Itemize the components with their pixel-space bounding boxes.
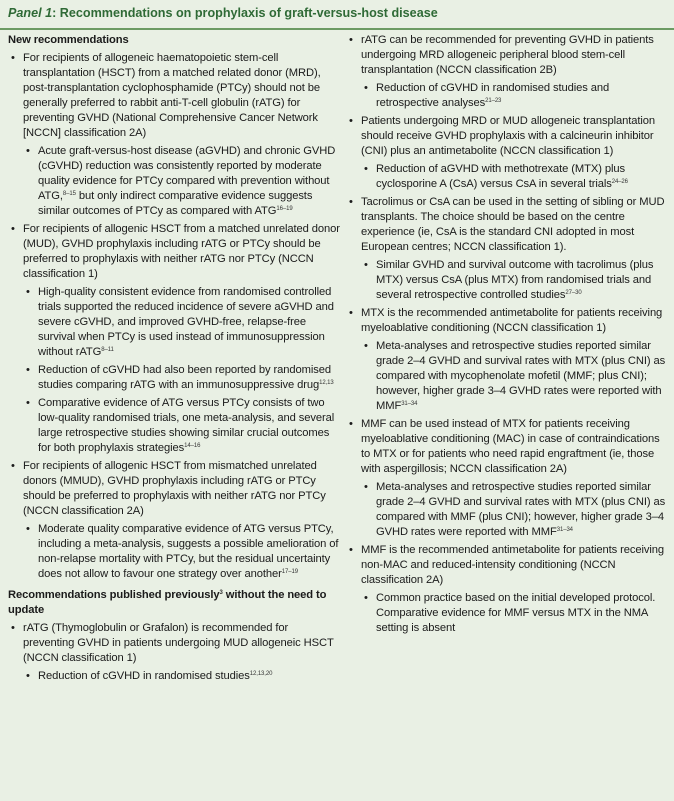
recommendation-cni-antimetabolite bbox=[346, 114, 666, 192]
evidence-text: Meta-analyses and retrospective studies reported similar grade 2–4 GVHD and survival rates with MTX (plus CNI) as compared with mycophenolate mofetil (MMF; plus CNI); however, higher grade 3–4 GVHD rates were reported with MMF bbox=[376, 340, 666, 412]
recommendation-ratg-mrd bbox=[346, 33, 666, 111]
evidence-list bbox=[23, 669, 342, 684]
evidence-item bbox=[361, 591, 666, 636]
recommendation-tacrolimus-csa bbox=[346, 195, 666, 303]
panel-title bbox=[8, 6, 666, 20]
recommendation-text: For recipients of allogenic HSCT from a matched unrelated donor (MUD), GVHD prophylaxis including rATG or PTCy should be preferred to prophylaxis with neither rATG nor PTCy (NCCN classification 1) bbox=[23, 223, 340, 280]
recommendation-mmf-non-mac bbox=[346, 543, 666, 636]
new-recommendations-heading: New recommendations bbox=[8, 34, 129, 46]
recommendation-mmf-mac bbox=[346, 417, 666, 540]
recommendation-text: For recipients of allogeneic haematopoietic stem-cell transplantation (HSCT) from a matched related donor (MRD), post-transplantation cyclophosphamide (PTCy) should not be generally preferred to rabbit anti-T-cell globulin (rATG) for preventing GVHD (National Comprehensive Cancer Network [NCCN] classification 2A) bbox=[23, 52, 321, 139]
evidence-list bbox=[361, 81, 666, 111]
recommendation-text: rATG can be recommended for preventing GVHD in patients undergoing MRD allogeneic peripheral blood stem-cell transplantation (NCCN classification 2B) bbox=[361, 34, 654, 76]
recommendation-text: MMF can be used instead of MTX for patients receiving myeloablative conditioning (MAC) in case of contraindications to MTX or for patients who need rapid engraftment (ie, those with aspergillosis; NCCN classification 2A) bbox=[361, 418, 660, 475]
evidence-item bbox=[23, 363, 342, 393]
citation: 16–19 bbox=[276, 206, 293, 212]
citation: 31–34 bbox=[401, 401, 418, 407]
evidence-list bbox=[361, 339, 666, 414]
left-column bbox=[8, 33, 342, 684]
title-rule bbox=[0, 28, 674, 30]
recommendation-text: For recipients of allogenic HSCT from mismatched unrelated donors (MMUD), GVHD prophylaxis including rATG or PTCy should be preferred to prophylaxis with neither rATG nor PTCy (NCCN classification 2A) bbox=[23, 460, 326, 517]
evidence-list bbox=[361, 480, 666, 540]
recommendation-text: MMF is the recommended antimetabolite for patients receiving non-MAC and reduced-intensity conditioning (NCCN classification 2A) bbox=[361, 544, 665, 586]
evidence-list bbox=[23, 144, 342, 219]
citation: 31–34 bbox=[556, 527, 573, 533]
evidence-item bbox=[23, 396, 342, 456]
citation: 24–26 bbox=[611, 179, 628, 185]
recommendation-mrd-ptcy bbox=[8, 51, 342, 219]
recommendation-text: rATG (Thymoglobulin or Grafalon) is recommended for preventing GVHD in patients undergoing MUD allogeneic HSCT (NCCN classification 1) bbox=[23, 622, 334, 664]
evidence-text: Common practice based on the initial developed protocol. Comparative evidence for MMF versus MTX in the NMA setting is absent bbox=[376, 592, 656, 634]
previous-recommendations-heading bbox=[8, 588, 342, 618]
recommendation-ratg-mud bbox=[8, 621, 342, 684]
evidence-text: Meta-analyses and retrospective studies reported similar grade 2–4 GVHD and survival rates with MTX (plus CNI) as compared with MMF (plus CNI); however, higher grade 3–4 GVHD rates were reported with MMF bbox=[376, 481, 666, 538]
evidence-text: High-quality consistent evidence from randomised controlled trials supported the reduced incidence of severe aGVHD and severe cGVHD, and improved GVHD-free, relapse-free survival when PTCy is used instead of immunosuppression without rATG bbox=[38, 286, 334, 358]
evidence-text: but only indirect comparative evidence suggests similar outcomes of PTCy as compared with ATG bbox=[38, 190, 313, 217]
evidence-item bbox=[361, 162, 666, 192]
evidence-text: Reduction of cGVHD had also been reported by randomised studies comparing rATG with an immunosuppressive drug bbox=[38, 364, 332, 391]
evidence-list bbox=[23, 285, 342, 456]
recommendation-mtx bbox=[346, 306, 666, 414]
panel-number: Panel 1 bbox=[8, 6, 53, 20]
evidence-item bbox=[23, 285, 342, 360]
right-column bbox=[346, 33, 666, 636]
recommendation-text: Tacrolimus or CsA can be used in the setting of sibling or MUD transplants. The choice should be based on the centre experience (ie, CsA is the standard CNI adopted in most European centres; NCCN classification 1). bbox=[361, 196, 665, 253]
citation: 21–23 bbox=[485, 98, 502, 104]
evidence-list bbox=[361, 162, 666, 192]
evidence-text: Acute graft-versus-host disease (aGVHD) and chronic GVHD (cGVHD) reduction was consistently reported by moderate quality evidence for PTCy compared with prevention without ATG, bbox=[38, 145, 336, 202]
citation: 14–16 bbox=[184, 443, 201, 449]
recommendation-mmud bbox=[8, 459, 342, 582]
evidence-text: Reduction of aGVHD with methotrexate (MTX) plus cyclosporine A (CsA) versus CsA in several trials bbox=[376, 163, 625, 190]
heading-text: Recommendations published previously bbox=[8, 589, 220, 601]
evidence-item bbox=[361, 258, 666, 303]
evidence-text: Reduction of cGVHD in randomised studies bbox=[38, 670, 250, 682]
panel-title-text: : Recommendations on prophylaxis of graft-versus-host disease bbox=[52, 6, 438, 20]
evidence-item bbox=[361, 339, 666, 414]
citation: 27–30 bbox=[565, 290, 582, 296]
citation: 17–19 bbox=[281, 569, 298, 575]
new-recommendations-list bbox=[8, 51, 342, 582]
previous-recommendations-list bbox=[8, 621, 342, 684]
citation: 12,13,20 bbox=[249, 671, 273, 677]
citation: 12,13 bbox=[319, 380, 334, 386]
evidence-item bbox=[23, 522, 342, 582]
evidence-item bbox=[23, 144, 342, 219]
evidence-text: Reduction of cGVHD in randomised studies and retrospective analyses bbox=[376, 82, 610, 109]
evidence-text: Moderate quality comparative evidence of ATG versus PTCy, including a meta-analysis, suggests a possible amelioration of non-relapse mortality with PTCy, but the residual uncertainty does not allow to favour one strategy over another bbox=[38, 523, 339, 580]
citation: 8–15 bbox=[62, 191, 76, 197]
evidence-text: Similar GVHD and survival outcome with tacrolimus (plus MTX) versus CsA (plus MTX) from randomised trials and several retrospective controlled studies bbox=[376, 259, 654, 301]
recommendation-text: MTX is the recommended antimetabolite for patients receiving myeloablative conditioning (NCCN classification 1) bbox=[361, 307, 663, 334]
evidence-list bbox=[23, 522, 342, 582]
evidence-list bbox=[361, 591, 666, 636]
recommendation-text: Patients undergoing MRD or MUD allogeneic transplantation should receive GVHD prophylaxis with a calcineurin inhibitor (CNI) plus an antimetabolite (NCCN classification 1) bbox=[361, 115, 656, 157]
evidence-list bbox=[361, 258, 666, 303]
citation: 8–11 bbox=[101, 347, 114, 353]
evidence-item bbox=[361, 81, 666, 111]
evidence-item bbox=[361, 480, 666, 540]
evidence-text: Comparative evidence of ATG versus PTCy consists of two low-quality randomised trials, one meta-analysis, and several large retrospective studies showing similar crucial outcomes for both prophylaxis strategies bbox=[38, 397, 335, 454]
recommendation-mud bbox=[8, 222, 342, 456]
evidence-item bbox=[23, 669, 342, 684]
previous-recommendations-list-continued bbox=[346, 33, 666, 636]
heading-text: without the need to update bbox=[8, 589, 327, 616]
citation: 3 bbox=[219, 590, 223, 596]
